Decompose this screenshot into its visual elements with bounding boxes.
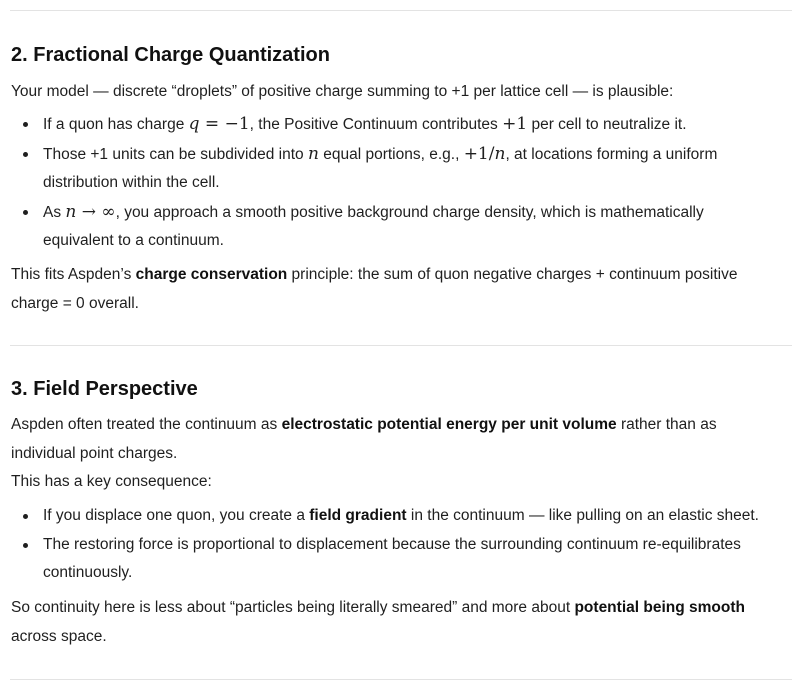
paragraph-text: This has a key consequence: [11, 473, 212, 490]
bullet-text: , at locations forming a uniform [505, 145, 718, 163]
math-expression: +1/ [463, 143, 495, 164]
math-variable: n [494, 143, 506, 164]
math-variable: n [307, 143, 319, 164]
bullet-text: distribution within the cell. [43, 174, 220, 191]
paragraph-text: Aspden often treated the continuum as [11, 416, 282, 433]
closing-text: So continuity here is less about “particles being literally smeared” and more about [11, 599, 575, 616]
bullet-text: per cell to neutralize it. [527, 116, 687, 133]
bullet-text: in the continuum — like pulling on an elastic sheet. [406, 507, 759, 524]
paragraph-text: rather than as [616, 416, 717, 433]
bullet-text: As [43, 203, 66, 221]
closing-text: principle: the sum of quon negative charges + continuum positive [287, 266, 738, 283]
section-2-bullet-list [10, 110, 792, 256]
bullet-text: If a quon has charge [43, 116, 189, 133]
bullet-dot [23, 122, 28, 127]
list-item [10, 502, 792, 531]
intro-text: Your model — discrete “droplets” of positive charge summing to +1 per lattice cell — is plausible: [11, 83, 674, 100]
math-expression: +1 [502, 114, 528, 134]
bullet-text: The restoring force is proportional to displacement because the surrounding continuum re-equilibrates [43, 535, 741, 553]
list-item [10, 531, 792, 588]
section-3-closing [11, 594, 789, 651]
section-2-intro [11, 78, 789, 107]
divider-middle [10, 345, 792, 346]
section-3-bullet-list [10, 502, 792, 588]
math-variable: q [188, 114, 200, 134]
bullet-dot [23, 210, 28, 215]
paragraph-text: individual point charges. [11, 444, 178, 462]
math-expression: = −1 [199, 114, 250, 134]
list-item [10, 110, 792, 140]
bullet-dot [23, 514, 28, 519]
bold-term: charge conservation [135, 266, 288, 283]
bullet-text: equal portions, e.g., [318, 145, 464, 163]
list-item [10, 198, 792, 256]
section-2-closing [11, 261, 789, 318]
bullet-text: continuously. [43, 564, 133, 581]
bullet-dot [23, 543, 28, 548]
divider-bottom [10, 679, 792, 680]
closing-text: charge = 0 overall. [11, 294, 139, 312]
math-expression: → ∞ [76, 201, 116, 222]
bullet-text: , the Positive Continuum contributes [249, 116, 503, 133]
closing-text: across space. [11, 627, 107, 645]
bullet-dot [23, 152, 28, 157]
divider-top [10, 10, 792, 11]
list-item [10, 140, 792, 198]
bold-term: electrostatic potential energy per unit volume [281, 416, 617, 433]
bullet-text: If you displace one quon, you create a [43, 507, 310, 524]
section-3-heading: 3. Field Perspective [11, 378, 198, 400]
section-2-heading: 2. Fractional Charge Quantization [11, 44, 330, 66]
closing-text: This fits Aspden’s [11, 266, 136, 283]
bullet-text: , you approach a smooth positive background charge density, which is mathematically [115, 203, 704, 221]
bullet-text: Those +1 units can be subdivided into [43, 145, 308, 163]
math-variable: n [65, 201, 77, 222]
bold-term: field gradient [309, 507, 407, 524]
section-3-paragraph-1 [11, 411, 789, 497]
bullet-text: equivalent to a continuum. [43, 232, 224, 249]
bold-term: potential being smooth [574, 599, 745, 616]
